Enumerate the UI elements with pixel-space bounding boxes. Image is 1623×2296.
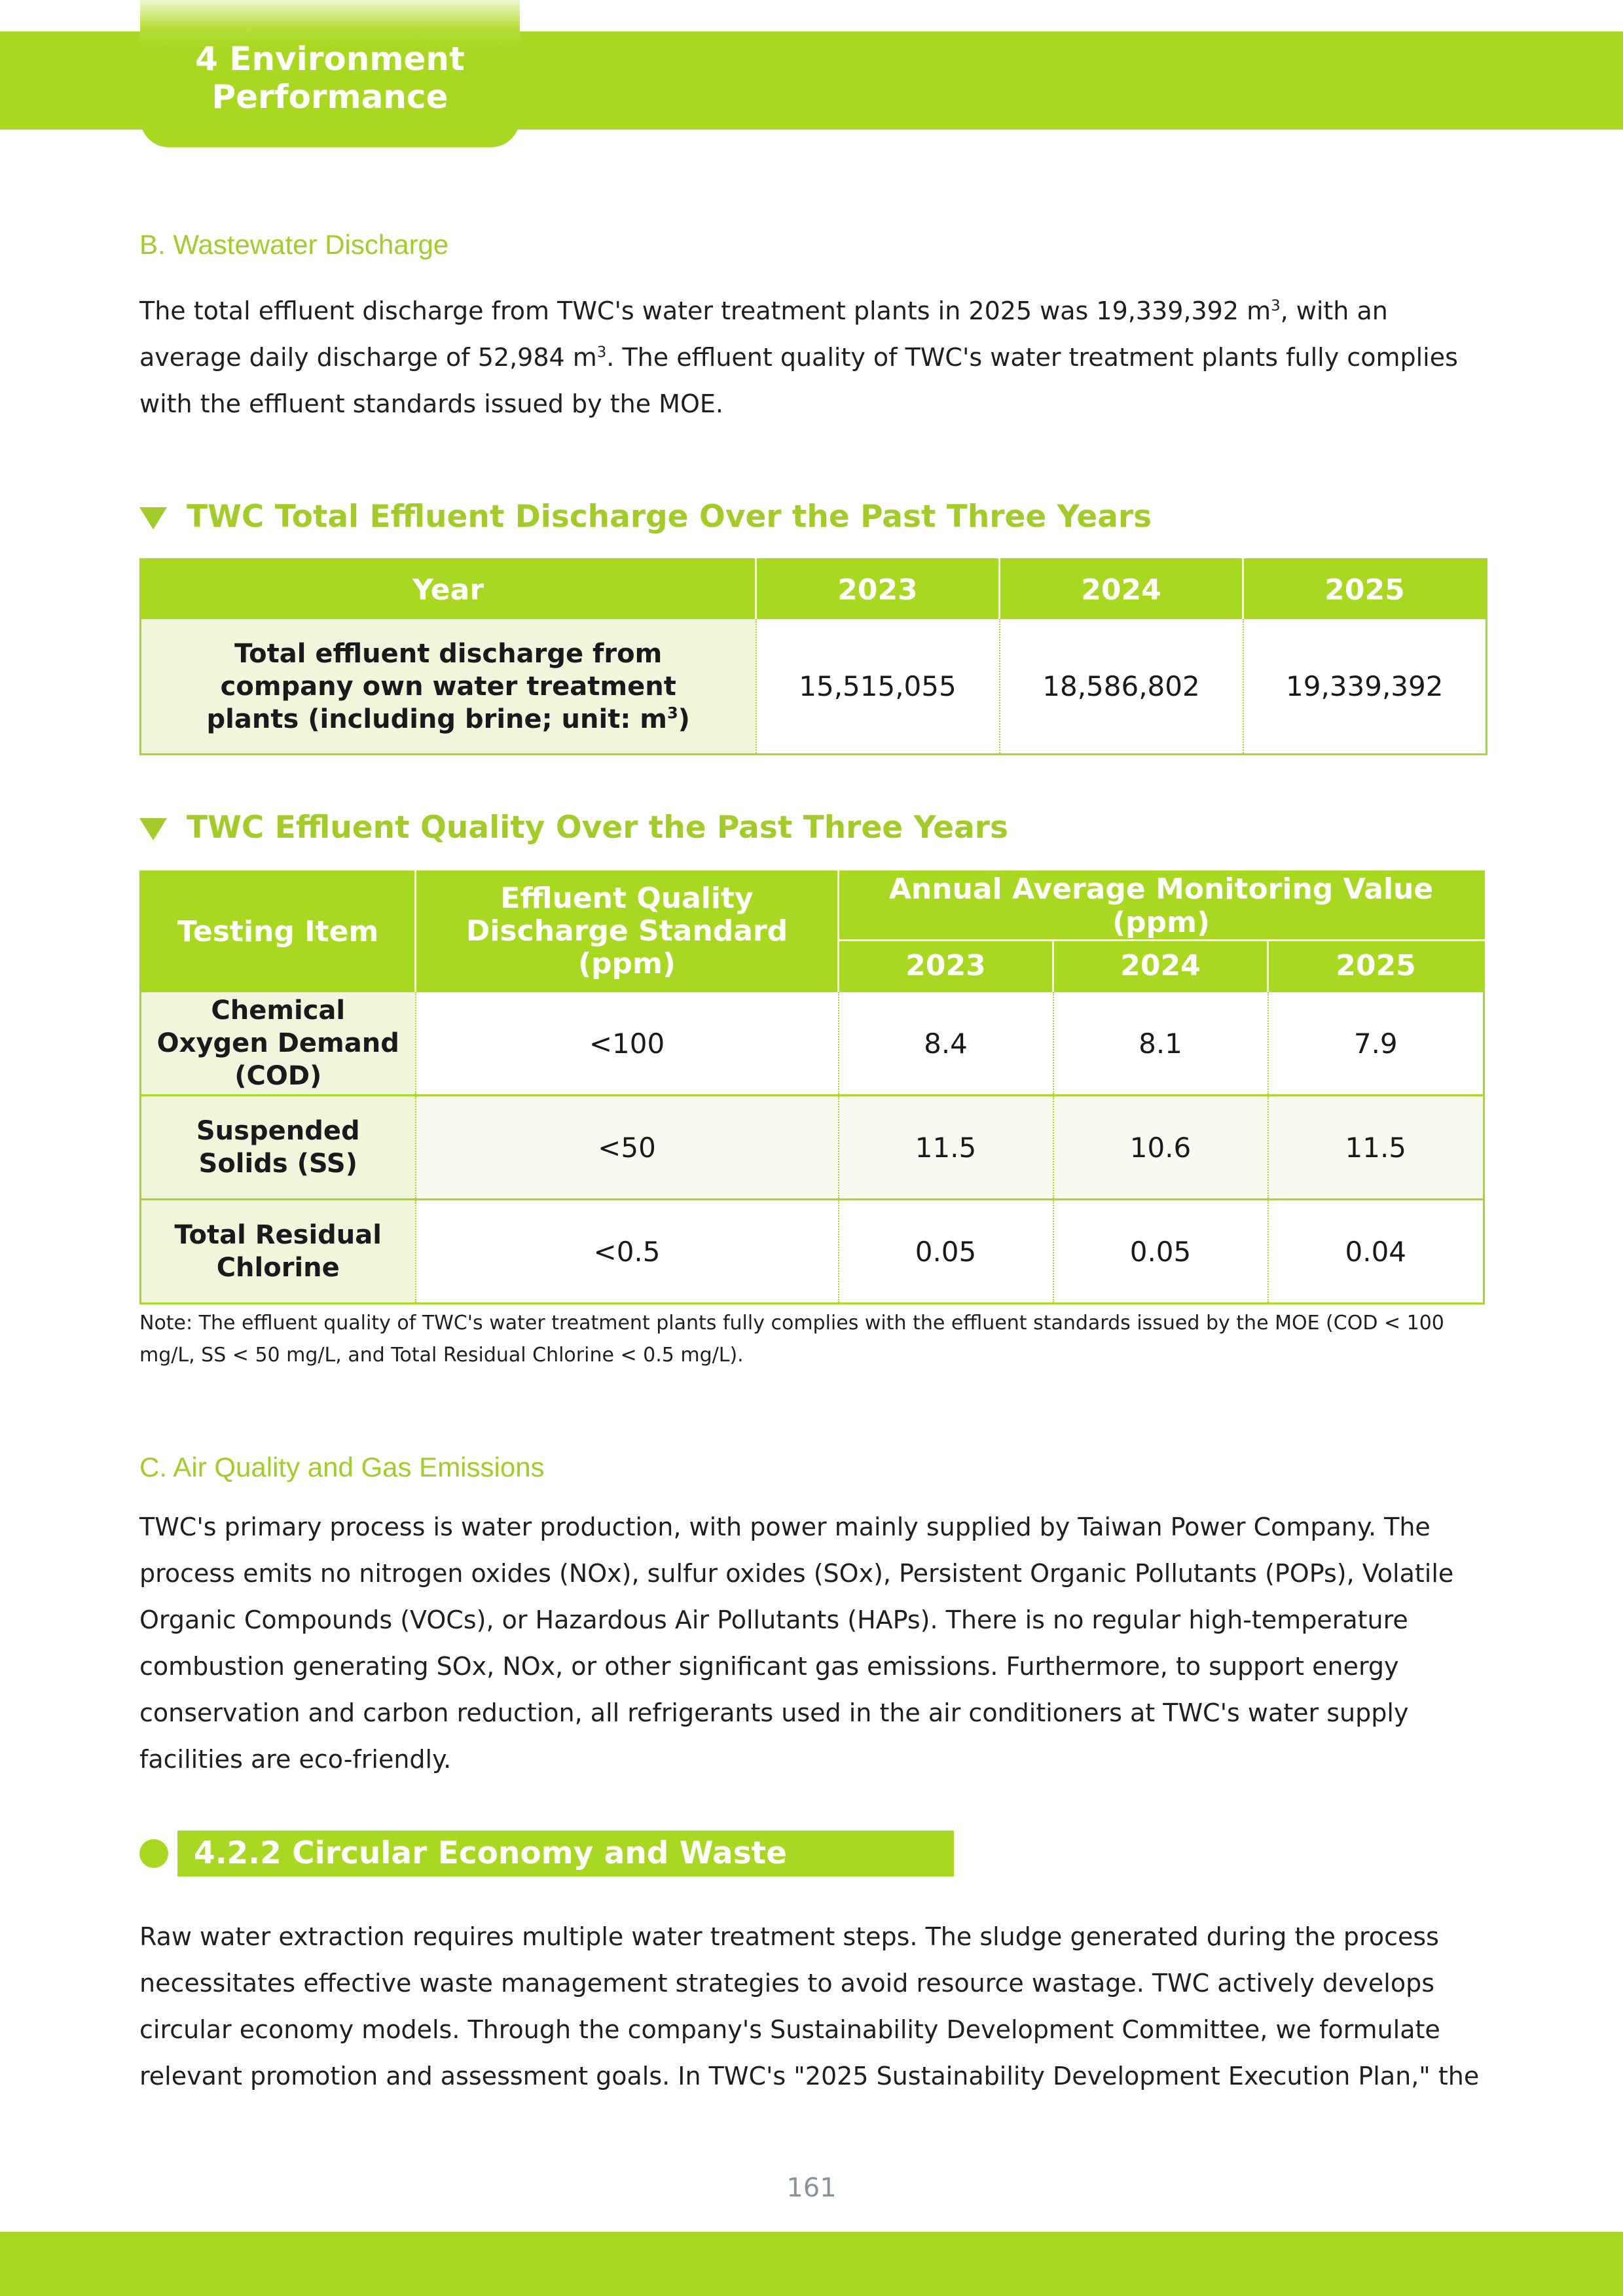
ss-2024: 10.6: [1053, 1096, 1268, 1200]
subsection-heading: [139, 1831, 954, 1917]
chlorine-2023: 0.05: [839, 1200, 1053, 1304]
year-2023-header: 2023: [756, 560, 1000, 620]
section-b-text-1: The total effluent discharge from TWC's water treatment plants in 2025 was 19,339,392 m: [139, 296, 1271, 325]
table-row: [141, 992, 1484, 1096]
testing-item-chlorine: Total Residual Chlorine: [141, 1200, 416, 1304]
year-header: Year: [141, 560, 756, 620]
table2-title-text: TWC Effluent Quality Over the Past Three Years: [187, 810, 1008, 846]
section-c-heading: C. Air Quality and Gas Emissions: [139, 1452, 545, 1482]
row-label-text: Total effluent discharge from company own water treatment plants (including brine; unit: m: [206, 638, 676, 734]
table-row: [141, 619, 1487, 755]
year-2024-header: 2024: [1000, 560, 1243, 620]
table-note: Note: The effluent quality of TWC's water treatment plants fully complies with the effluent standards issued by the MOE (COD < 100 mg/L, SS < 50 mg/L, and Total Residual Chlorine < 0.5 mg/L).: [139, 1312, 1444, 1367]
testing-item-header: Testing Item: [141, 872, 416, 992]
year-2025-header: 2025: [1268, 941, 1484, 992]
year-2024-header: 2024: [1053, 941, 1268, 992]
superscript: 3: [666, 704, 678, 723]
section-b-paragraph: [139, 288, 1488, 427]
section-422-paragraph: Raw water extraction requires multiple water treatment steps. The sludge generated during the process necessitates effective waste management strategies to avoid resource wastage. TWC actively develops circular economy models. Through the company's Sustainability Development Committee, we formulate relevant promotion and assessment goals. In TWC's "2025 Sustainability Development Execution Plan," the: [139, 1922, 1480, 2090]
cod-2025: 7.9: [1268, 992, 1484, 1096]
section-b-heading: B. Wastewater Discharge: [139, 229, 449, 260]
annual-average-header: Annual Average Monitoring Value (ppm): [839, 872, 1484, 941]
row-label: [141, 619, 756, 755]
chlorine-2024: 0.05: [1053, 1200, 1268, 1304]
chapter-title-line2: Performance: [211, 77, 448, 116]
triangle-down-icon: [139, 507, 167, 529]
triangle-down-icon: [139, 818, 167, 840]
value-2023: 15,515,055: [756, 619, 1000, 755]
table1-title-text: TWC Total Effluent Discharge Over the Past Three Years: [187, 499, 1152, 535]
chapter-title-line1: 4 Environment: [195, 39, 465, 78]
chapter-title: [173, 32, 487, 116]
bullet-dot-icon: [139, 1839, 168, 1868]
standard-header: Effluent Quality Discharge Standard (ppm): [416, 872, 839, 992]
section-b-text-2: , with an average daily discharge of 52,984 m: [139, 296, 1388, 372]
section-b-text-3: . The effluent quality of TWC's water treatment plants fully complies with the effluent standards issued by the MOE.: [139, 343, 1458, 418]
testing-item-cod: Chemical Oxygen Demand (COD): [141, 992, 416, 1096]
effluent-discharge-table: [139, 558, 1487, 755]
table-row: [141, 1200, 1484, 1304]
table-header-row: [141, 872, 1484, 941]
table1-title: [139, 499, 1152, 535]
chapter-tab: [140, 0, 520, 147]
effluent-quality-table: [139, 870, 1485, 1304]
table-header-row: [141, 560, 1487, 620]
superscript: 3: [1271, 297, 1281, 315]
chlorine-2025: 0.04: [1268, 1200, 1484, 1304]
cod-2023: 8.4: [839, 992, 1053, 1096]
standard-ss: <50: [416, 1096, 839, 1200]
value-2024: 18,586,802: [1000, 619, 1243, 755]
section-c-paragraph: TWC's primary process is water production, with power mainly supplied by Taiwan Power Company. The process emits no nitrogen oxides (NOx), sulfur oxides (SOx), Persistent Organic Pollutants (POPs), Volatile Organic Compounds (VOCs), or Hazardous Air Pollutants (HAPs). There is no regular high-temperature combustion generating SOx, NOx, or other significant gas emissions. Furthermore, to support energy conservation and carbon reduction, all refrigerants used in the air conditioners at TWC's water supply facilities are eco-friendly.: [139, 1513, 1454, 1774]
testing-item-ss: Suspended Solids (SS): [141, 1096, 416, 1200]
standard-chlorine: <0.5: [416, 1200, 839, 1304]
standard-cod: <100: [416, 992, 839, 1096]
year-2025-header: 2025: [1243, 560, 1487, 620]
ss-2023: 11.5: [839, 1096, 1053, 1200]
year-2023-header: 2023: [839, 941, 1053, 992]
table2-title: [139, 810, 1008, 846]
ss-2025: 11.5: [1268, 1096, 1484, 1200]
superscript: 3: [596, 344, 607, 361]
row-label-end: ): [678, 704, 690, 734]
subsection-title: 4.2.2 Circular Economy and Waste Management Strategies: [177, 1831, 954, 1876]
value-2025: 19,339,392: [1243, 619, 1487, 755]
footer-band: [0, 2232, 1623, 2296]
cod-2024: 8.1: [1053, 992, 1268, 1096]
page-number: 161: [786, 2173, 837, 2203]
table-row: [141, 1096, 1484, 1200]
